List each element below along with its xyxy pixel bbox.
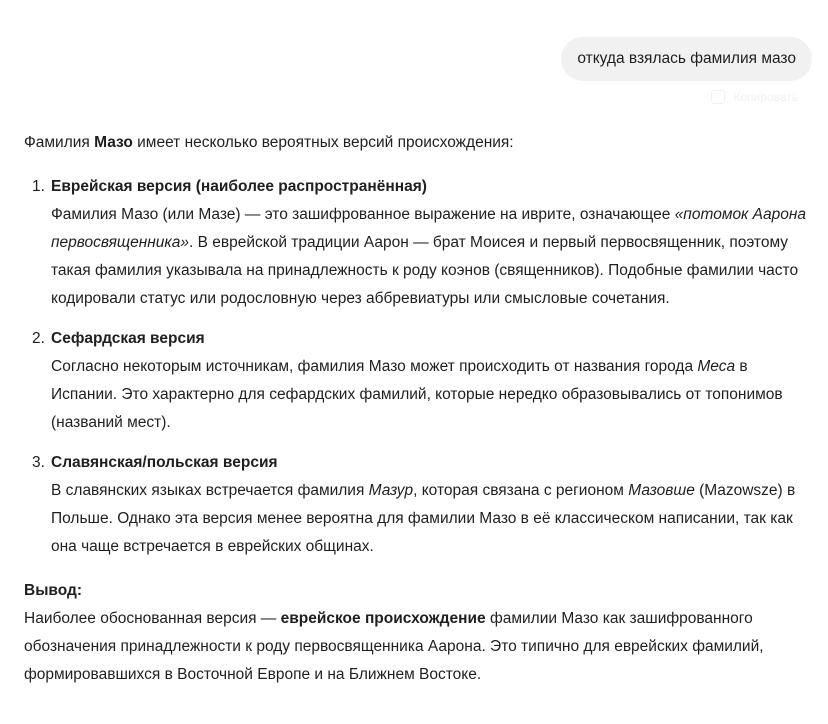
copy-label[interactable]: Копировать [733, 90, 798, 104]
version-item-jewish [24, 173, 814, 313]
list-number: 2. [32, 330, 45, 347]
message-actions[interactable] [711, 90, 798, 104]
version-body: В славянских языках встречается фамилия Мазур, которая связана с регионом Мазовше (Mazowsze) в Польше. Однако эта версия менее вероятна для фамилии Мазо в её классическом написании, так как она чаще встречается в еврейских общинах. [51, 482, 796, 555]
list-number: 3. [32, 454, 45, 471]
user-message-row [561, 37, 812, 81]
conclusion [24, 577, 814, 689]
version-item-slavic [24, 449, 814, 561]
versions-list [24, 173, 814, 561]
version-item-sephardic [24, 325, 814, 437]
assistant-answer [24, 129, 814, 689]
user-message-bubble: откуда взялась фамилия мазо [561, 37, 812, 81]
version-body: Фамилия Мазо (или Мазе) — это зашифрованное выражение на иврите, означающее «потомок Аарона первосвященника». В еврейской традиции Аарон — брат Моисея и первый первосвященник, поэтому такая фамилия указывала на принадлежность к роду коэнов (священников). Подобные фамилии часто кодировали статус или родословную через аббревиатуры или смысловые сочетания. [51, 206, 807, 307]
version-body: Согласно некоторым источникам, фамилия Мазо может происходить от названия города Меса в Испании. Это характерно для сефардских фамилий, которые нередко образовывались от топонимов (названий мест). [51, 358, 783, 431]
conclusion-title: Вывод: [24, 582, 83, 599]
copy-icon[interactable] [711, 90, 725, 104]
conclusion-body: Наиболее обоснованная версия — еврейское происхождение фамилии Мазо как зашифрованного обозначения принадлежности к роду первосвященника Аарона. Это типично для еврейских фамилий, формировавшихся в Восточной Европе и на Ближнем Востоке. [24, 610, 764, 683]
list-number: 1. [32, 178, 45, 195]
version-title: Славянская/польская версия [51, 454, 278, 471]
answer-intro: Фамилия Мазо имеет несколько вероятных версий происхождения: [24, 134, 514, 151]
version-title: Сефардская версия [51, 330, 205, 347]
version-title: Еврейская версия (наиболее распространённая) [51, 178, 427, 195]
